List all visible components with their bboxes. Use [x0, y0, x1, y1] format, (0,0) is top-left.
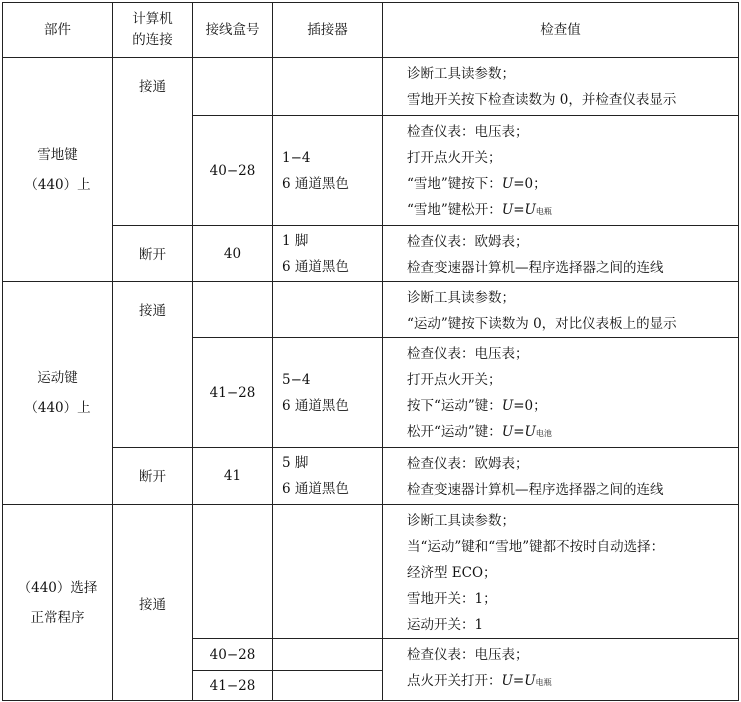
part-cell-sport: 运动键 （440）上	[3, 282, 113, 505]
diagnostic-table	[2, 2, 739, 701]
connection-cell-disconnected: 断开	[113, 448, 193, 505]
table-row	[3, 448, 739, 505]
check-cell: 检查仪表：电压表； 打开点火开关； “雪地”键按下：U=0； “雪地”键松开：U=U电瓶	[383, 116, 739, 226]
header-part: 部件	[3, 3, 113, 58]
plug-cell	[273, 282, 383, 338]
plug-cell: 1−4 6 通道黑色	[273, 116, 383, 226]
header-check-value: 检查值	[383, 3, 739, 58]
header-row	[3, 3, 739, 58]
check-cell: 检查仪表：电压表； 打开点火开关； 按下“运动”键：U=0； 松开“运动”键：U=U电池	[383, 338, 739, 448]
header-computer-connection: 计算机 的连接	[113, 3, 193, 58]
plug-cell	[273, 639, 383, 671]
check-cell: 诊断工具读参数； 当“运动”键和“雪地”键都不按时自动选择： 经济型 ECO； 雪地开关：1； 运动开关：1	[383, 505, 739, 639]
junction-cell	[193, 282, 273, 338]
junction-cell: 41	[193, 448, 273, 505]
check-cell: 检查仪表：欧姆表； 检查变速器计算机—程序选择器之间的连线	[383, 448, 739, 505]
header-plug: 插接器	[273, 3, 383, 58]
connection-cell-connected: 接通	[113, 505, 193, 701]
junction-cell: 41−28	[193, 338, 273, 448]
connection-cell-connected: 接通	[113, 58, 193, 226]
connection-cell-disconnected: 断开	[113, 226, 193, 282]
table-row	[3, 282, 739, 338]
part-cell-snow: 雪地键 （440）上	[3, 58, 113, 282]
junction-cell: 40−28	[193, 639, 273, 671]
check-cell: 检查仪表：欧姆表； 检查变速器计算机—程序选择器之间的连线	[383, 226, 739, 282]
header-junction-box: 接线盒号	[193, 3, 273, 58]
table-row	[3, 226, 739, 282]
table-row	[3, 58, 739, 116]
plug-cell	[273, 505, 383, 639]
junction-cell: 40	[193, 226, 273, 282]
junction-cell	[193, 58, 273, 116]
junction-cell: 41−28	[193, 671, 273, 701]
check-cell: 诊断工具读参数； 雪地开关按下检查读数为 0，并检查仪表显示	[383, 58, 739, 116]
part-cell-normal: （440）选择 正常程序	[3, 505, 113, 701]
plug-cell: 5−4 6 通道黑色	[273, 338, 383, 448]
check-cell: 检查仪表：电压表； 点火开关打开：U=U电瓶	[383, 639, 739, 701]
junction-cell	[193, 505, 273, 639]
plug-cell	[273, 671, 383, 701]
plug-cell	[273, 58, 383, 116]
junction-cell: 40−28	[193, 116, 273, 226]
plug-cell: 1 脚 6 通道黑色	[273, 226, 383, 282]
check-cell: 诊断工具读参数； “运动”键按下读数为 0，对比仪表板上的显示	[383, 282, 739, 338]
connection-cell-connected: 接通	[113, 282, 193, 448]
table-row	[3, 505, 739, 639]
plug-cell: 5 脚 6 通道黑色	[273, 448, 383, 505]
